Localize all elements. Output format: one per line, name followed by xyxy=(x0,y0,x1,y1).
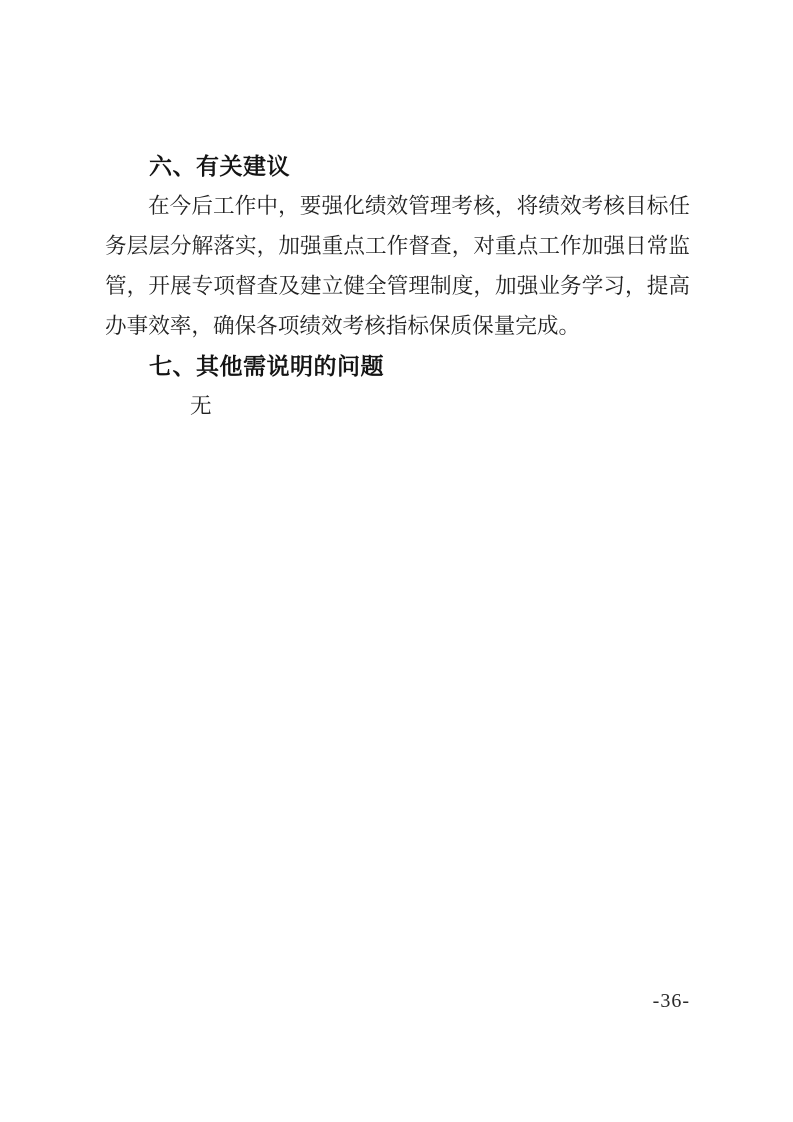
section-heading-6: 六、有关建议 xyxy=(149,153,290,179)
document-body xyxy=(105,146,690,426)
section-heading-7: 七、其他需说明的问题 xyxy=(149,353,384,379)
section-7-answer: 无 xyxy=(190,394,212,418)
page-number: -36- xyxy=(652,990,690,1012)
section-6-paragraph: 在今后工作中，要强化绩效管理考核，将绩效考核目标任务层层分解落实，加强重点工作督查，对重点工作加强日常监管，开展专项督查及建立健全管理制度，加强业务学习，提高办事效率，确保各项绩效考核指标保质保量完成。 xyxy=(105,194,690,338)
